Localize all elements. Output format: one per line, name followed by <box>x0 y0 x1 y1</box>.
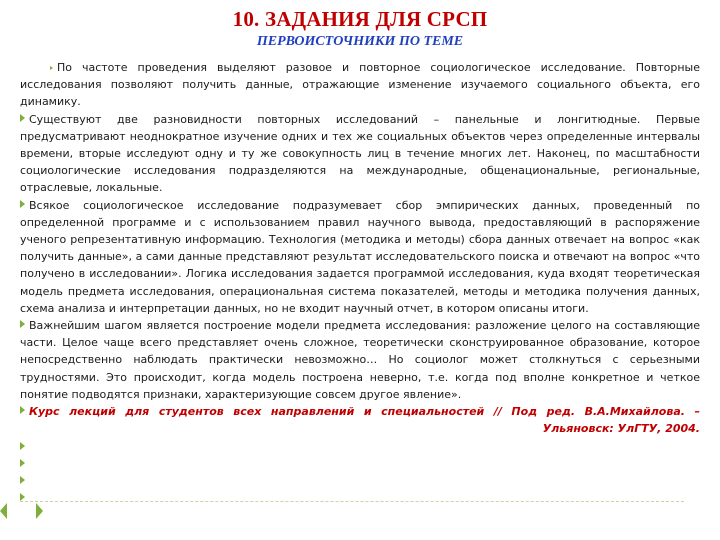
paragraph-2 <box>20 111 700 197</box>
paragraph-3 <box>20 197 700 317</box>
bullet-icon <box>20 459 25 467</box>
content-body <box>20 59 700 505</box>
bullet-icon <box>20 406 25 414</box>
empty-list-item <box>20 471 700 488</box>
footer-divider <box>20 501 684 502</box>
paragraph-4-text: Важнейшим шагом является построение модели предмета исследования: разложение целого на составляющие части. Целое чаще всего представляет очень сложное, теоретически сконструированное образование, которое непосредственно наблюдать практически невозможно… Но социолог может столкнуться с серьезными трудностями. Это происходит, когда модель построена неверно, т.е. когда под вполне конкретное и четкое понятие подводятся признаки, характеризующие совсем другое явление». <box>20 319 700 401</box>
reference-text: Курс лекций для студентов всех направлений и специальностей // Под ред. В.А.Михайлова. – Ульяновск: УлГТУ, 2004. <box>29 405 700 436</box>
right-arrow-icon <box>36 503 43 519</box>
paragraph-2-text: Существуют две разновидности повторных исследований – панельные и лонгитюдные. Первые предусматривают неоднократное изучение одних и тех же социальных объектов через определенные интервалы времени, вторые исследуют одну и ту же совокупность лиц в течение многих лет. Наконец, по масштабности социологические исследования подразделяются на международные, общенациональные, региональные, отраслевые, локальные. <box>20 112 700 195</box>
empty-list-item <box>20 488 700 505</box>
empty-list-item <box>20 437 700 454</box>
bullet-icon <box>20 200 25 208</box>
paragraph-1 <box>20 59 700 111</box>
paragraph-3-text: Всякое социологическое исследование подразумевает сбор эмпирических данных, проведенный по определенной программе и с использованием правил научного вывода, предоставляющий в распоряжение ученого репрезентативную информацию. Технология (методика и методы) сбора данных отвечает на вопрос «как получить данные», а сами данные представляют результат исследовательского поиска и отвечают на вопрос «что получено в исследовании». Логика исследования задается программой исследования, куда входят теоретическая модель предмета исследования, операциональная система показателей, методы и методика получения данных, схема анализа и интерпретации данных, но не входит научный отчет, в котором описаны итоги. <box>20 198 700 315</box>
paragraph-4 <box>20 317 700 403</box>
bullet-icon <box>50 66 53 70</box>
page-title: 10. ЗАДАНИЯ ДЛЯ СРСП <box>232 7 488 31</box>
bullet-icon <box>20 442 25 450</box>
reference-citation <box>20 403 700 437</box>
bullet-icon <box>20 476 25 484</box>
bullet-icon <box>20 493 25 501</box>
left-arrow-icon <box>0 503 7 519</box>
bullet-icon <box>20 114 25 122</box>
page-subtitle: ПЕРВОИСТОЧНИКИ ПО ТЕМЕ <box>256 34 464 49</box>
bullet-icon <box>20 320 25 328</box>
paragraph-1-text: По частоте проведения выделяют разовое и повторное социологическое исследование. Повторные исследования позволяют получить данные, отражающие изменение изучаемого социального объекта, его динамику. <box>20 61 700 109</box>
empty-list-item <box>20 454 700 471</box>
